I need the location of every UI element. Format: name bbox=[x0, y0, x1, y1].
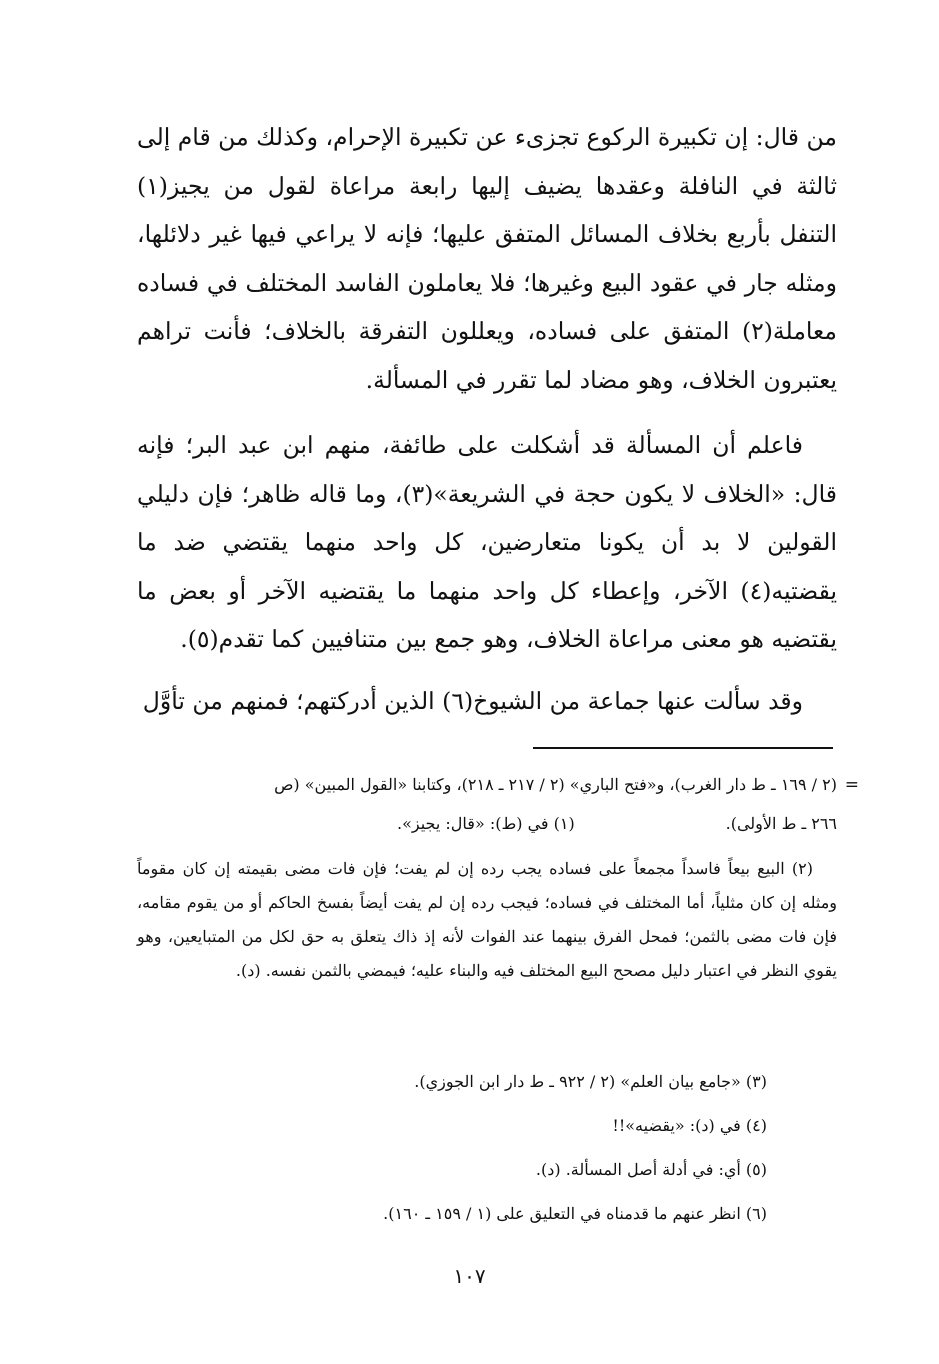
page-number: ١٠٧ bbox=[453, 1264, 486, 1288]
footnote-6: (٦) انظر عنهم ما قدمناه في التعليق على (١ / ١٥٩ ـ ١٦٠). bbox=[383, 1204, 767, 1223]
footnote-separator bbox=[533, 747, 833, 749]
footnote-2 bbox=[137, 852, 837, 988]
footnote-continuation-text: (٢ / ١٦٩ ـ ط دار الغرب)، و«فتح الباري» (٢ / ٢١٧ ـ ٢١٨)، وكتابنا «القول المبين» (ص bbox=[274, 775, 837, 794]
main-paragraph-1 bbox=[137, 113, 837, 404]
paragraph-text: وقد سألت عنها جماعة من الشيوخ(٦) الذين أدركتهم؛ فمنهم من تأوَّل bbox=[142, 687, 803, 715]
footnote-continuation-end: ٢٦٦ ـ ط الأولى). bbox=[725, 814, 837, 833]
footnote-2-text: (٢) البيع بيعاً فاسداً مجمعاً على فساده يجب رده إن لم يفت؛ فإن فات مضى بقيمته إن كان مقوماً ومثله إن كان مثلياً، أما المختلف في فساده؛ فيجب رده إن لم يفت أيضاً بفسخ الحاكم أو من يقوم مقامه، فإن فات مضى بالثمن؛ فمحل الفرق بينهما عند الفوات لأنه إذ ذاك يتعلق به حق لكل من المتبايعين، وهو يقوي النظر في اعتبار دليل مصحح البيع المختلف فيه والبناء عليه؛ فيمضي بالثمن نفسه. (د). bbox=[137, 859, 837, 980]
paragraph-text: من قال: إن تكبيرة الركوع تجزىء عن تكبيرة الإحرام، وكذلك من قام إلى ثالثة في النافلة وعقدها يضيف إليها رابعة مراعاة لقول من يجيز(١) التنفل بأربع بخلاف المسائل المتفق عليها؛ فإنه لا يراعي فيها غير دلائلها، ومثله جار في عقود البيع وغيرها؛ فلا يعاملون الفاسد المختلف في فساده معاملة(٢) المتفق على فساده، ويعللون التفرقة بالخلاف؛ فأنت تراهم يعتبرون الخلاف، وهو مضاد لما تقرر في المسألة. bbox=[137, 123, 837, 394]
paragraph-text: فاعلم أن المسألة قد أشكلت على طائفة، منهم ابن عبد البر؛ فإنه قال: «الخلاف لا يكون حجة في الشريعة»(٣)، وما قاله ظاهر؛ فإن دليلي القولين لا بد أن يكونا متعارضين، كل واحد منهما يقتضي ضد ما يقضتيه(٤) الآخر، وإعطاء كل واحد منهما ما يقتضيه الآخر أو بعض ما يقتضيه هو معنى مراعاة الخلاف، وهو جمع بين متنافيين كما تقدم(٥). bbox=[137, 431, 837, 653]
footnote-1: (١) في (ط): «قال: يجيز». bbox=[397, 814, 575, 833]
footnote-5: (٥) أي: في أدلة أصل المسألة. (د). bbox=[535, 1160, 767, 1179]
footnote-3: (٣) «جامع بيان العلم» (٢ / ٩٢٢ ـ ط دار ابن الجوزي). bbox=[414, 1072, 767, 1091]
footnote-row bbox=[137, 807, 837, 841]
footnote-continuation bbox=[137, 768, 859, 802]
main-paragraph-3 bbox=[137, 677, 837, 726]
main-paragraph-2 bbox=[137, 421, 837, 664]
continuation-mark: = bbox=[844, 775, 859, 795]
footnote-4: (٤) في (د): «يقضيه»!! bbox=[612, 1116, 767, 1135]
footnote-list bbox=[137, 1060, 837, 1236]
